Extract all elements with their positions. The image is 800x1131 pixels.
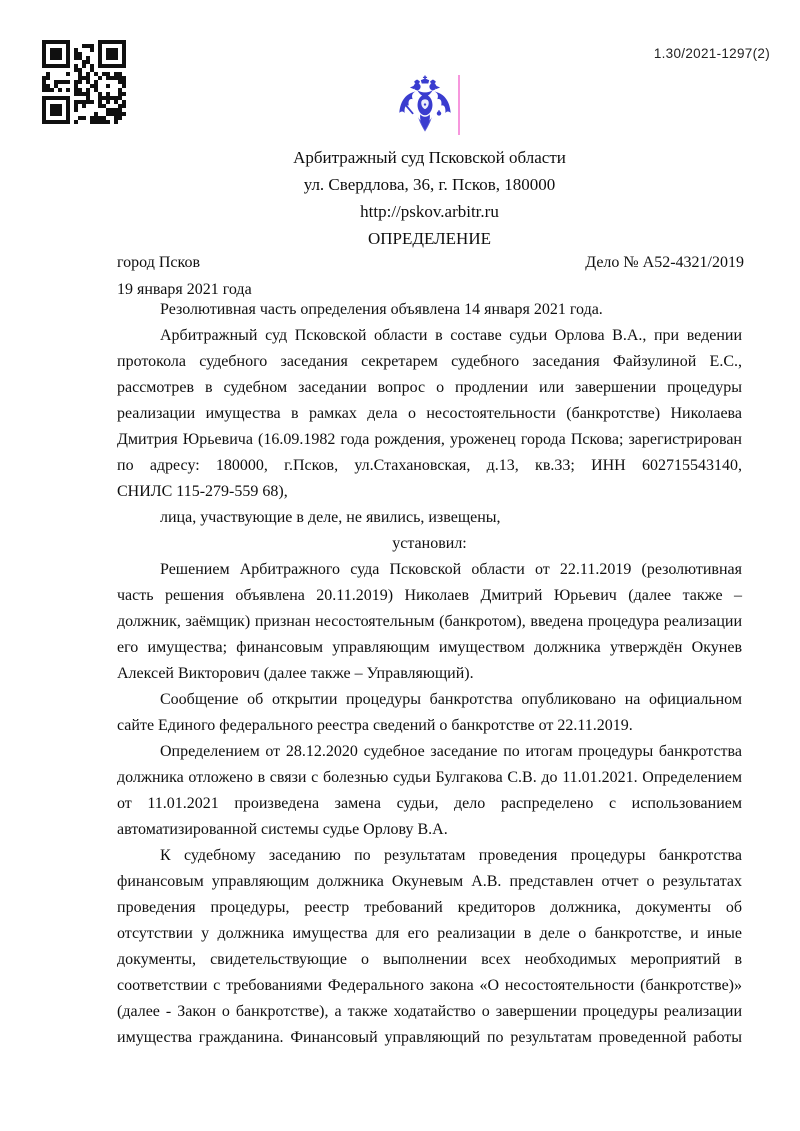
body-line: Решением Арбитражного суда Псковской области от 22.11.2019 (резолютивная bbox=[160, 561, 742, 578]
body-line: Сообщение об открытии процедуры банкротства опубликовано на официальном bbox=[160, 691, 742, 708]
body-line: имущества гражданина. Финансовый управляющий по результатам проведенной работы bbox=[117, 1029, 742, 1046]
body-line: по адресу: 180000, г.Псков, ул.Стахановская, д.13, кв.33; ИНН 602715543140, bbox=[117, 457, 742, 474]
court-name: Арбитражный суд Псковской области bbox=[293, 148, 566, 167]
body-line: лица, участвующие в деле, не явились, извещены, bbox=[160, 509, 501, 526]
body-line: отсутствии у должника имущества для его реализации в деле о банкротстве, и иные bbox=[117, 925, 742, 942]
body-line: Определением от 28.12.2020 судебное заседание по итогам процедуры банкротства bbox=[160, 743, 742, 760]
body-line: Алексей Викторович (далее также – Управляющий). bbox=[117, 665, 474, 682]
russia-coat-of-arms-icon bbox=[397, 75, 453, 135]
body-line: К судебному заседанию по результатам проведения процедуры банкротства bbox=[160, 847, 742, 864]
body-line: рассмотрев в судебном заседании вопрос о продлении или завершении процедуры bbox=[117, 379, 742, 396]
body-line: Арбитражный суд Псковской области в составе судьи Орлова В.А., при ведении bbox=[160, 327, 742, 344]
body-line: должник, заёмщик) признан несостоятельным (банкротом), введена процедура реализации bbox=[117, 613, 742, 630]
document-body bbox=[117, 297, 742, 1051]
court-header bbox=[117, 144, 742, 252]
document-number: 1.30/2021-1297(2) bbox=[653, 46, 770, 61]
court-address: ул. Свердлова, 36, г. Псков, 180000 bbox=[303, 175, 556, 194]
body-line: Резолютивная часть определения объявлена 14 января 2021 года. bbox=[160, 301, 603, 318]
case-number: Дело № А52-4321/2019 bbox=[585, 254, 744, 271]
body-line: соответствии с требованиями Федерального закона «О несостоятельности (банкротстве)» bbox=[117, 977, 742, 994]
court-website: http://pskov.arbitr.ru bbox=[360, 202, 499, 221]
body-line: проведения процедуры, реестр требований кредиторов должника, документы об bbox=[117, 899, 742, 916]
body-line: финансовым управляющим должника Окуневым А.В. представлен отчет о результатах bbox=[117, 873, 742, 890]
body-line: СНИЛС 115-279-559 68), bbox=[117, 483, 288, 500]
body-line: автоматизированной системы судье Орлову В.А. bbox=[117, 821, 448, 838]
city-label: город Псков bbox=[117, 254, 201, 271]
meta-row bbox=[117, 252, 744, 274]
body-line: протокола судебного заседания секретарем судебного заседания Файзулиной Е.С., bbox=[117, 353, 742, 370]
pink-divider-line bbox=[458, 75, 460, 135]
body-line: часть решения объявлена 20.11.2019) Николаев Дмитрий Юрьевич (далее также – bbox=[117, 587, 742, 604]
body-line: документы, свидетельствующие о выполнении всех необходимых мероприятий в bbox=[117, 951, 742, 968]
body-line: его имущества; финансовым управляющим имуществом должника утверждён Окунев bbox=[117, 639, 742, 656]
body-line: должника отложено в связи с болезнью судьи Булгакова С.В. до 11.01.2021. Определением bbox=[117, 769, 742, 786]
document-title: ОПРЕДЕЛЕНИЕ bbox=[367, 229, 491, 248]
body-line: реализации имущества в рамках дела о несостоятельности (банкротстве) Николаева bbox=[117, 405, 742, 422]
body-line: Дмитрия Юрьевича (16.09.1982 года рождения, уроженец города Пскова; зарегистрирован bbox=[117, 431, 742, 448]
body-line: (далее - Закон о банкротстве), а также ходатайство о завершении процедуры реализации bbox=[117, 1003, 742, 1020]
document-date: 19 января 2021 года bbox=[117, 281, 252, 298]
resolution-heading: установил: bbox=[392, 535, 467, 552]
qr-code bbox=[42, 40, 126, 124]
body-line: сайте Единого федерального реестра сведений о банкротстве от 22.11.2019. bbox=[117, 717, 633, 734]
body-line: от 11.01.2021 произведена замена судьи, дело распределено с использованием bbox=[117, 795, 742, 812]
